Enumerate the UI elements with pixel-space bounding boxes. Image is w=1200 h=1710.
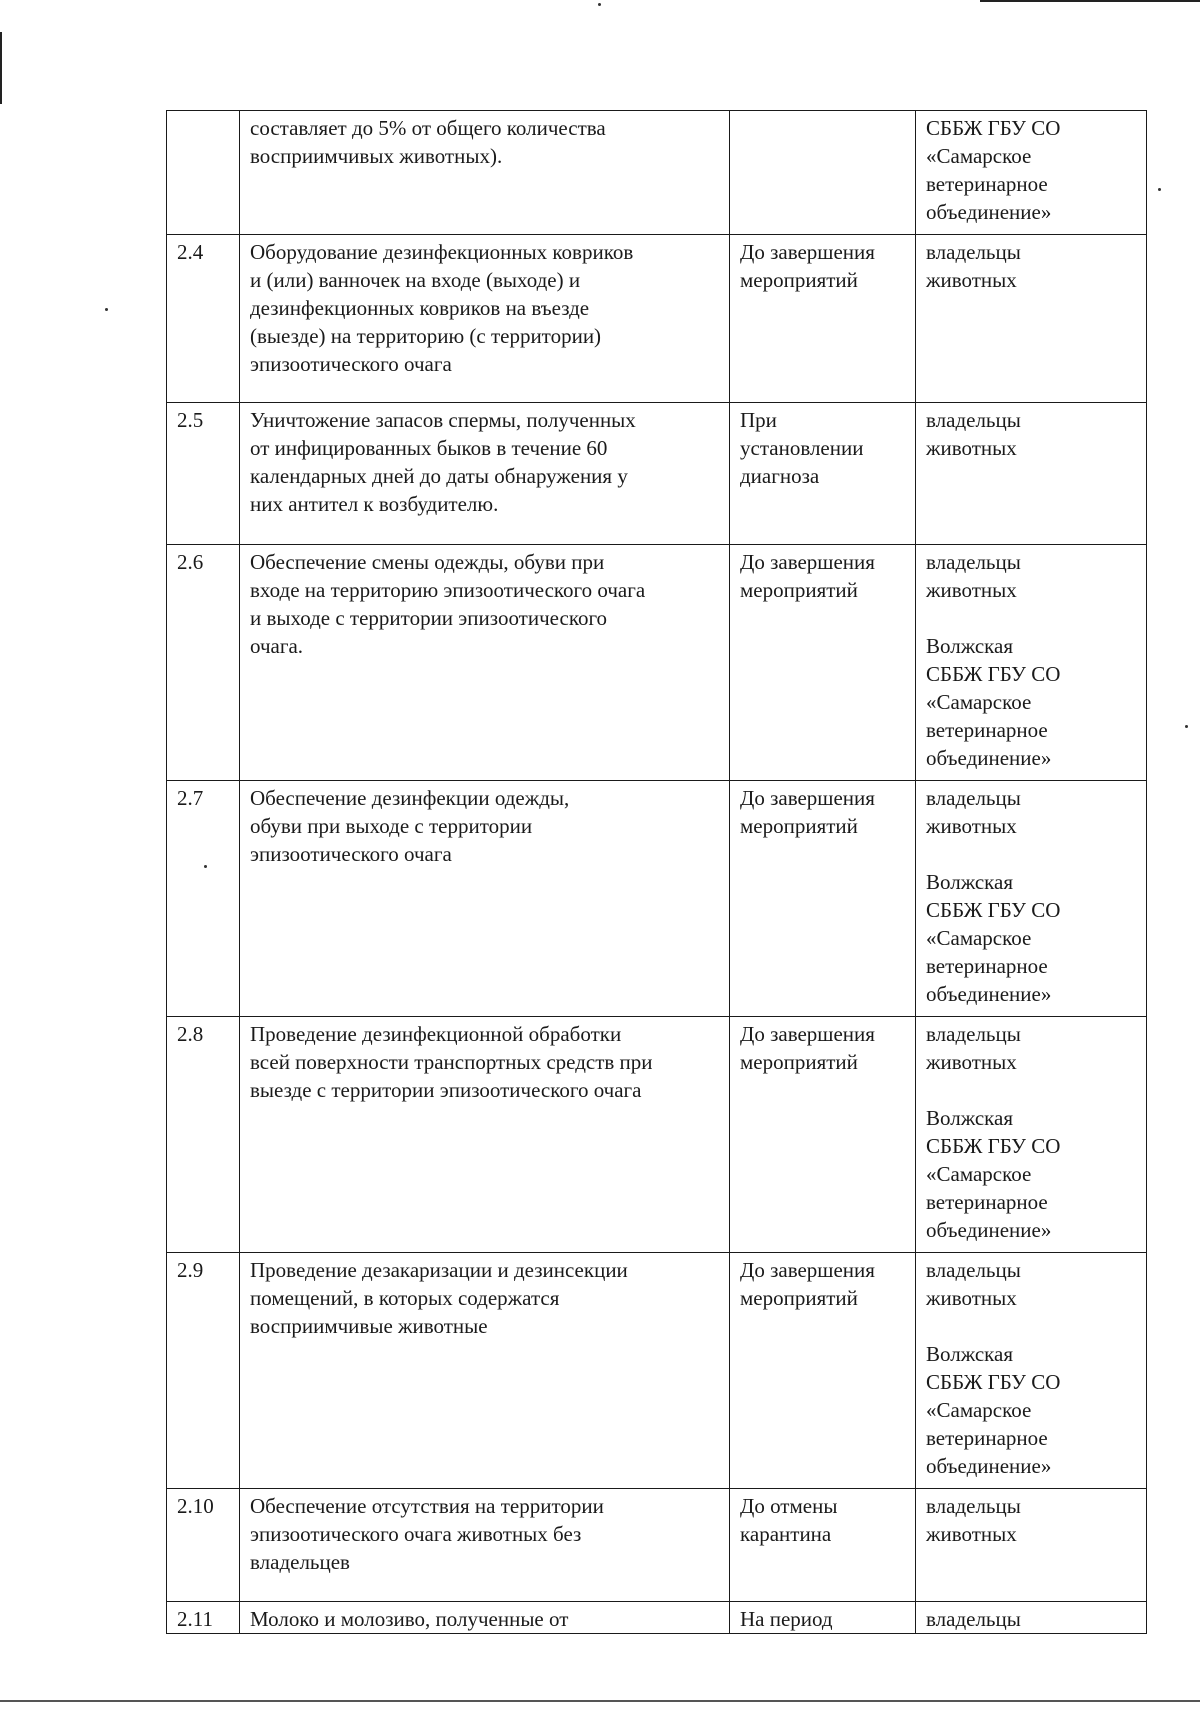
scan-speck [1185, 725, 1188, 728]
table-row [167, 1489, 1147, 1602]
row-number: 2.11 [167, 1602, 240, 1634]
row-action: Оборудование дезинфекционных ковриков и (или) ванночек на входе (выходе) и дезинфекционных ковриков на въезде (выезде) на территорию (с территории) эпизоотического очага [240, 235, 730, 403]
row-number: 2.9 [167, 1253, 240, 1489]
table-row [167, 1602, 1147, 1634]
table-row [167, 111, 1147, 235]
row-number: 2.6 [167, 545, 240, 781]
row-term [730, 111, 916, 235]
scan-edge-mark [0, 32, 2, 104]
row-number: 2.4 [167, 235, 240, 403]
row-action: Обеспечение дезинфекции одежды, обуви при выходе с территории эпизоотического очага [240, 781, 730, 1017]
row-number [167, 111, 240, 235]
row-term: На период [730, 1602, 916, 1634]
table-row [167, 403, 1147, 545]
row-responsible: владельцы животных Волжская СББЖ ГБУ СО «Самарское ветеринарное объединение» [916, 781, 1147, 1017]
row-action: Обеспечение отсутствия на территории эпизоотического очага животных без владельцев [240, 1489, 730, 1602]
table-row [167, 1017, 1147, 1253]
scan-speck [1158, 188, 1161, 191]
row-action: Обеспечение смены одежды, обуви при входе на территорию эпизоотического очага и выходе с территории эпизоотического очага. [240, 545, 730, 781]
measures-table [166, 110, 1147, 1634]
row-term: До завершения мероприятий [730, 781, 916, 1017]
row-responsible: владельцы животных Волжская СББЖ ГБУ СО «Самарское ветеринарное объединение» [916, 1253, 1147, 1489]
row-action: Уничтожение запасов спермы, полученных от инфицированных быков в течение 60 календарных дней до даты обнаружения у них антител к возбудителю. [240, 403, 730, 545]
row-action: составляет до 5% от общего количества восприимчивых животных). [240, 111, 730, 235]
row-action: Молоко и молозиво, полученные от [240, 1602, 730, 1634]
row-responsible: владельцы животных [916, 403, 1147, 545]
row-number: 2.7 [167, 781, 240, 1017]
table-row [167, 235, 1147, 403]
scan-speck [598, 3, 601, 6]
row-responsible: владельцы животных Волжская СББЖ ГБУ СО «Самарское ветеринарное объединение» [916, 1017, 1147, 1253]
table-row [167, 1253, 1147, 1489]
row-responsible: владельцы [916, 1602, 1147, 1634]
row-action: Проведение дезинфекционной обработки всей поверхности транспортных средств при выезде с территории эпизоотического очага [240, 1017, 730, 1253]
scan-edge-mark [980, 0, 1200, 2]
row-responsible: владельцы животных Волжская СББЖ ГБУ СО «Самарское ветеринарное объединение» [916, 545, 1147, 781]
row-term: До отмены карантина [730, 1489, 916, 1602]
scan-speck [105, 308, 108, 311]
row-term: До завершения мероприятий [730, 545, 916, 781]
row-term: До завершения мероприятий [730, 235, 916, 403]
row-term: До завершения мероприятий [730, 1253, 916, 1489]
row-number: 2.8 [167, 1017, 240, 1253]
table-row [167, 545, 1147, 781]
row-responsible: владельцы животных [916, 1489, 1147, 1602]
row-term: До завершения мероприятий [730, 1017, 916, 1253]
row-responsible: СББЖ ГБУ СО «Самарское ветеринарное объединение» [916, 111, 1147, 235]
table-row [167, 781, 1147, 1017]
row-term: При установлении диагноза [730, 403, 916, 545]
row-action: Проведение дезакаризации и дезинсекции помещений, в которых содержатся восприимчивые животные [240, 1253, 730, 1489]
row-number: 2.10 [167, 1489, 240, 1602]
scan-edge-mark [0, 1700, 1200, 1702]
row-responsible: владельцы животных [916, 235, 1147, 403]
row-number: 2.5 [167, 403, 240, 545]
